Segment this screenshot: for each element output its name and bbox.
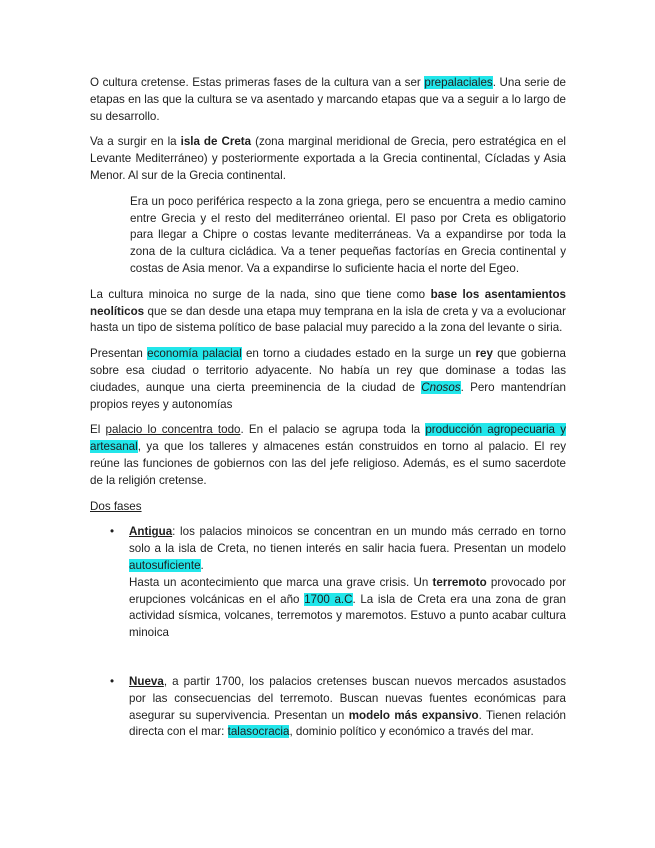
text: . En el palacio se agrupa toda la — [240, 423, 426, 437]
text: provocado por erupciones volcánicas en el año — [129, 575, 567, 606]
list-spacer — [90, 651, 566, 665]
bold-term: isla de Creta — [180, 135, 252, 149]
text: . La isla de Creta era una zona de gran actividad sísmica, volcanes, terremotos y maremotos. Estuvo a punto acabar cultura minoica — [129, 592, 566, 640]
item-title: Nueva — [129, 674, 164, 688]
section-heading: Dos fases — [90, 499, 142, 513]
text: (zona marginal meridional de Grecia, pero estratégica en el Levante Mediterráneo) y posteriormente exportada a la Grecia continental, Cícladas y Asia Menor. Al sur de la Grecia continental. — [90, 135, 566, 182]
text: O cultura cretense. Estas primeras fases de la cultura van a ser — [90, 76, 425, 89]
highlighted-term: prepalaciales — [424, 76, 493, 89]
text: , a partir 1700, los palacios cretenses buscan nuevos mercados asustados por las consecuencias del terremoto. Buscan nuevas fuentes económicas para asegurar su supervivencia. Presentan un — [129, 674, 566, 722]
highlighted-term: producción agropecuaria y artesanal — [90, 423, 566, 454]
highlighted-term: 1700 a.C — [304, 592, 353, 606]
paragraph-4 — [90, 287, 566, 337]
text: . Tienen relación directa con el mar: — [129, 708, 567, 739]
text: El — [90, 423, 106, 437]
text: Hasta un acontecimiento que marca una grave crisis. Un — [129, 575, 433, 589]
paragraph-1 — [90, 75, 566, 125]
underlined-term: palacio lo concentra todo — [105, 423, 241, 437]
paragraph-2 — [90, 134, 566, 184]
highlighted-term: talasocracia — [227, 725, 290, 739]
bold-term: modelo más expansivo — [348, 708, 479, 722]
text: . — [200, 558, 204, 572]
bullet-icon: • — [110, 525, 115, 539]
text: : los palacios minoicos se concentran en un mundo más cerrado en torno solo a la isla de Creta, no tienen interés en salir hacia fuera. Presentan un modelo — [129, 525, 566, 556]
list-item-nueva — [90, 674, 566, 741]
bullet-icon: • — [110, 674, 115, 688]
paragraph-6 — [90, 422, 566, 489]
text: La cultura minoica no surge de la nada, sino que tiene como — [90, 287, 431, 301]
list-item-antigua — [90, 524, 566, 642]
highlighted-term: Cnosos — [421, 380, 461, 394]
indented-paragraph: Era un poco periférica respecto a la zona griega, pero se encuentra a medio camino entre Grecia y el resto del mediterráneo oriental. El paso por Creta es obligatorio para llegar a Chipre o costas levante mediterráneas. Va a expandirse por toda la zona de la cultura cicládica. Va a tener pequeñas factorías en Grecia continental y costas de Asia menor. Va a expandirse lo suficiente hacia el norte del Egeo. — [130, 194, 566, 275]
text: . Pero mantendrían propios reyes y autonomías — [90, 380, 566, 411]
text: . Una serie de etapas en las que la cultura se va asentado y marcando etapas que va a seguir a lo largo de su desarrollo. — [90, 76, 566, 123]
text: , ya que los talleres y almacenes están construidos en torno al palacio. El rey reúne las funciones de gobiernos con las del jefe religioso. Además, es el sumo sacerdote de la religión cretense. — [90, 440, 566, 487]
bold-term: terremoto — [432, 575, 487, 589]
text: que se dan desde una etapa muy temprana en la isla de creta y va a evolucionar hasta un tipo de sistema político de base palacial muy parecido a la zona del levante o siria. — [90, 304, 566, 335]
highlighted-term: economía palacial — [147, 347, 242, 361]
text: , dominio político y económico a través del mar. — [289, 725, 534, 739]
document-body — [90, 75, 566, 750]
paragraph-5 — [90, 346, 566, 413]
bold-term: rey — [475, 347, 493, 361]
text: Presentan — [90, 347, 148, 361]
bold-term: base los asentamientos neolíticos — [90, 287, 566, 318]
text: que gobierna sobre esa ciudad o territorio adyacente. No había un rey que dominase a todas las ciudades, aunque una cierta preeminencia de la ciudad de — [90, 347, 566, 394]
phases-list — [90, 524, 566, 741]
text: en torno a ciudades estado en la surge un — [241, 347, 476, 361]
highlighted-term: autosuficiente — [129, 558, 201, 572]
item-title: Antigua — [129, 525, 173, 539]
text: Va a surgir en la — [90, 135, 181, 149]
